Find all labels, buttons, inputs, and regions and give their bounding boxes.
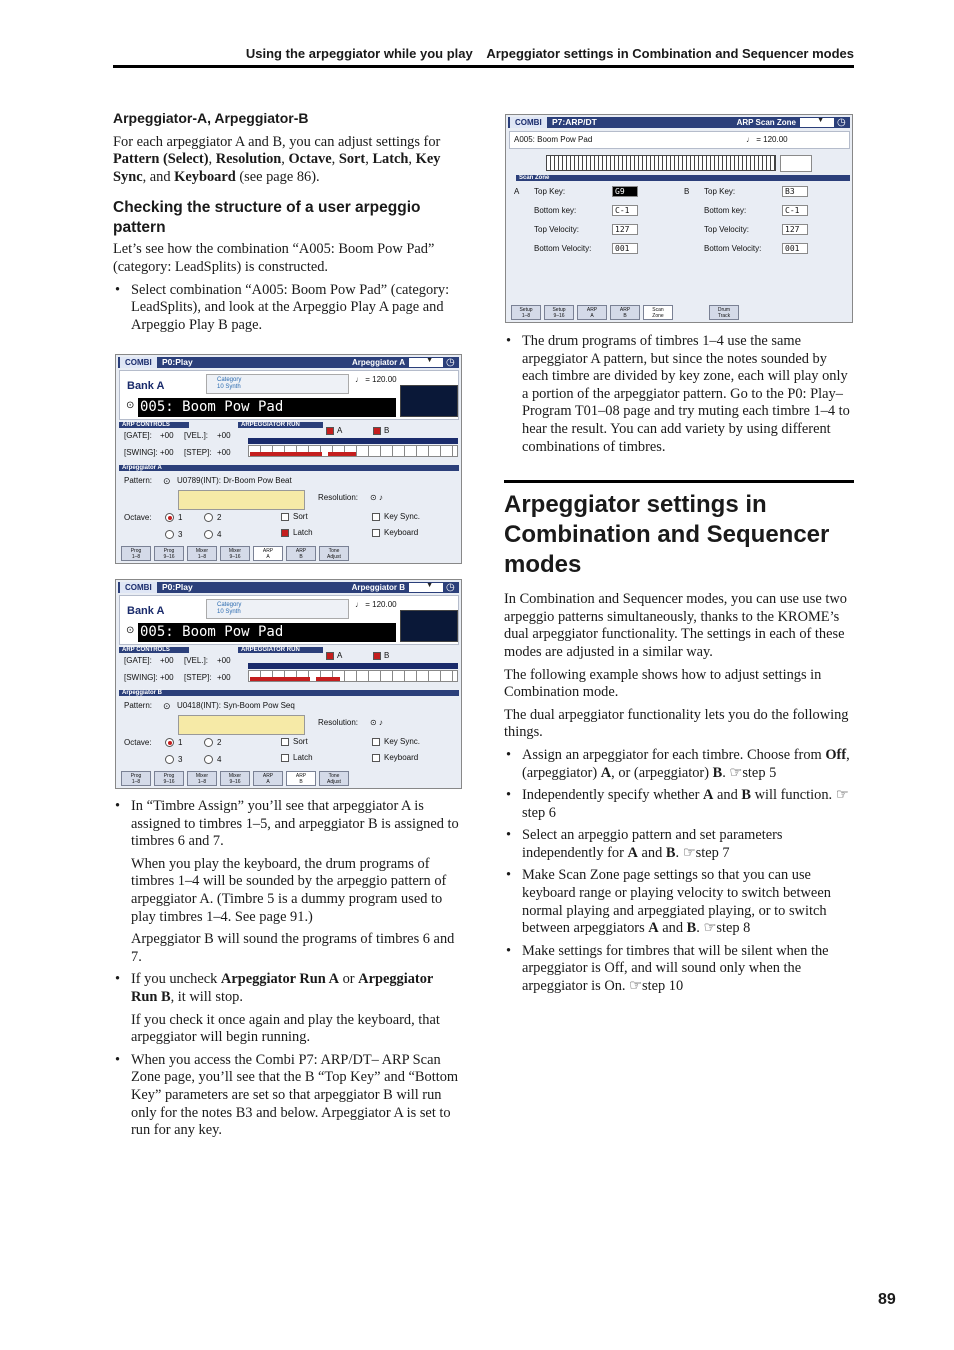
para-arp-settings: For each arpeggiator A and B, you can adjust settings for Pattern (Select), Resolution, Octave, Sort, Latch, Key Sync, and Keyboard (see page 86). xyxy=(113,133,441,185)
octave-4-radio[interactable] xyxy=(204,755,213,764)
tab-arp-a[interactable]: ARP A xyxy=(577,305,607,320)
b-bottom-velocity-field[interactable]: 001 xyxy=(782,243,808,254)
bullet-select-pattern: • Select an arpeggio pattern and set parameters independently for A and B. ☞step 7 xyxy=(504,827,854,862)
bullet-scan-zone-settings: • Make Scan Zone page settings so that you can use keyboard range or playing velocity to switch between normal playing and arpeggiated playing, or to switch between arpeggiators A and B. ☞step 8 xyxy=(504,867,854,937)
select-arrow-icon[interactable]: ⊙ xyxy=(126,400,135,411)
a-top-key-label: Top Key: xyxy=(534,187,566,196)
octave-1-label: 1 xyxy=(178,513,183,522)
meter-thumbnail xyxy=(400,385,458,417)
a-bottom-key-field[interactable]: C-1 xyxy=(612,205,638,216)
resolution-label: Resolution: xyxy=(318,718,359,727)
page-tabs xyxy=(118,771,459,787)
arp-run-a-label: A xyxy=(337,426,343,435)
octave-3-label: 3 xyxy=(178,530,183,539)
a-top-velocity-label: Top Velocity: xyxy=(534,225,579,234)
b-top-velocity-field[interactable]: 127 xyxy=(782,224,808,235)
page-name: ARP Scan Zone xyxy=(736,118,796,127)
arpeggiator-section-header: Arpeggiator A xyxy=(119,465,459,471)
swing-value[interactable]: +00 xyxy=(160,448,174,457)
title-bar xyxy=(118,357,459,368)
tab-prog-1-8[interactable]: Prog 1–8 xyxy=(121,546,151,561)
tempo-display[interactable]: ♩ = 120.00 xyxy=(355,375,397,384)
arp-run-b-label: B xyxy=(384,651,390,660)
bank-label: Bank A xyxy=(127,380,165,392)
pattern-select-icon[interactable]: ⊙ xyxy=(163,476,171,486)
tempo-display[interactable]: ♩ = 120.00 xyxy=(746,135,788,144)
zone-a-label: A xyxy=(514,187,520,196)
tab-setup-9-16[interactable]: Setup 9–16 xyxy=(544,305,574,320)
b-bottom-key-field[interactable]: C-1 xyxy=(782,205,808,216)
clock-icon: ◷ xyxy=(837,117,846,128)
para-check-again: If you check it once again and play the keyboard, that arpeggiator will begin running. xyxy=(131,1011,440,1046)
a-bottom-velocity-field[interactable]: 001 xyxy=(612,243,638,254)
category-value: 10 Synth xyxy=(217,384,241,390)
para-check: Let’s see how the combination “A005: Boom Pow Pad” (category: LeadSplits) is constructed. xyxy=(113,241,435,275)
step-label: [STEP]: xyxy=(184,448,212,457)
latch-checkbox[interactable] xyxy=(281,529,289,537)
sort-label: Sort xyxy=(293,737,308,746)
bullet-scan-zone: • When you access the Combi P7: ARP/DT– ARP Scan Zone page, you’ll see that the B “Top Key” and “Bottom Key” parameters are set so that arpeggiator B will run only for the notes B3 and below. Arpeggiator A is set to run for any key. xyxy=(113,1052,463,1140)
tab-mixer-9-16[interactable]: Mixer 9–16 xyxy=(220,546,250,561)
category-box[interactable] xyxy=(206,599,349,619)
octave-1-label: 1 xyxy=(178,738,183,747)
octave-1-radio[interactable] xyxy=(165,738,174,747)
arpeggiator-section-header: Arpeggiator B xyxy=(119,690,459,696)
key-sync-label: Key Sync. xyxy=(384,737,421,746)
para-dual-arp: In Combination and Sequencer modes, you can use use two arpeggio patterns simultaneously, thanks to the KROME’s dual arpeggiator functionality. The settings in each of these modes are adjusted in a similar way. xyxy=(504,591,847,660)
swing-value[interactable]: +00 xyxy=(160,673,174,682)
vel-label: [VEL.]: xyxy=(184,431,209,440)
bank-label: Bank A xyxy=(127,605,165,617)
page-name: Arpeggiator A xyxy=(351,358,405,367)
sort-checkbox[interactable] xyxy=(281,738,289,746)
pattern-label: Pattern: xyxy=(124,476,153,485)
resolution-note-icon[interactable]: ⊙ ♪ xyxy=(370,718,383,727)
bullet-timbre-assign: • In “Timbre Assign” you’ll see that arpeggiator A is assigned to timbres 1–5, and arpeggiator B is assigned to timbres 6 and 7. When you play the keyboard, the drum programs of timbres 1–4 will be sounded by the arpeggio pattern of arpeggiator A. (Timbre 5 is a dummy program used to play timbres 1–4. See page 91.) Arpeggiator B will sound the programs of timbres 6 and 7. xyxy=(113,798,463,966)
header-chapter: Arpeggiator settings in Combination and Sequencer modes xyxy=(486,46,854,61)
octave-label: Octave: xyxy=(124,738,152,747)
latch-checkbox[interactable] xyxy=(281,754,289,762)
pattern-value[interactable]: U0418(INT): Syn-Boom Pow Seq xyxy=(177,701,295,710)
para-arpeggiator-b: Arpeggiator B will sound the programs of timbres 6 and 7. xyxy=(131,931,455,965)
gate-label: [GATE]: xyxy=(124,656,152,665)
keyboard-checkbox[interactable] xyxy=(372,754,380,762)
page-label: P0:Play xyxy=(162,582,193,592)
zone-indicator xyxy=(780,155,812,172)
step-value[interactable]: +00 xyxy=(217,448,231,457)
tab-mixer-1-8[interactable]: Mixer 1–8 xyxy=(187,771,217,786)
octave-4-radio[interactable] xyxy=(204,530,213,539)
resolution-note-icon[interactable]: ⊙ ♪ xyxy=(370,493,383,502)
step-numbers xyxy=(248,663,458,669)
key-sync-checkbox[interactable] xyxy=(372,738,380,746)
page-number: 89 xyxy=(878,1291,896,1308)
octave-2-label: 2 xyxy=(217,513,222,522)
tab-prog-9-16[interactable]: Prog 9–16 xyxy=(154,771,184,786)
octave-label: Octave: xyxy=(124,513,152,522)
step-numbers xyxy=(248,438,458,444)
keyboard-graphic xyxy=(546,155,776,171)
screenshot-arpeggiator-b xyxy=(115,579,462,789)
category-value: 10 Synth xyxy=(217,609,241,615)
category-label: Category xyxy=(217,377,242,383)
clock-icon: ◷ xyxy=(446,357,455,368)
heading-checking-structure: Checking the structure of a user arpeggio pattern xyxy=(113,199,421,237)
tab-prog-9-16[interactable]: Prog 9–16 xyxy=(154,546,184,561)
right-column xyxy=(504,333,854,1001)
tab-scan-zone[interactable]: Scan Zone xyxy=(643,305,673,320)
running-header xyxy=(113,46,854,68)
octave-4-label: 4 xyxy=(217,530,222,539)
octave-3-radio[interactable] xyxy=(165,755,174,764)
program-panel xyxy=(119,370,459,420)
tempo-display[interactable]: ♩ = 120.00 xyxy=(355,600,397,609)
bullet-uncheck: • If you uncheck Arpeggiator Run A or Arpeggiator Run B, it will stop. If you check it once again and play the keyboard, that arpeggiator will begin running. xyxy=(113,971,463,1046)
zone-b-label: B xyxy=(684,187,690,196)
scan-zone-header: Scan Zone xyxy=(516,175,850,181)
arp-run-header: ARPEGGIATOR RUN xyxy=(238,647,323,653)
tab-arp-a[interactable]: ARP A xyxy=(253,546,283,561)
a-bottom-velocity-label: Bottom Velocity: xyxy=(534,244,592,253)
vel-label: [VEL.]: xyxy=(184,656,209,665)
pattern-preview xyxy=(178,490,305,510)
keyboard-label: Keyboard xyxy=(384,753,419,762)
latch-label: Latch xyxy=(293,528,313,537)
step-bar xyxy=(250,677,310,681)
select-arrow-icon[interactable]: ⊙ xyxy=(126,625,135,636)
pattern-select-icon[interactable]: ⊙ xyxy=(163,701,171,711)
title-bar xyxy=(508,117,850,128)
page-menu-dropdown[interactable] xyxy=(800,118,834,127)
clock-icon: ◷ xyxy=(446,582,455,593)
arp-run-header: ARPEGGIATOR RUN xyxy=(238,422,323,428)
category-label: Category xyxy=(217,602,242,608)
key-sync-label: Key Sync. xyxy=(384,512,421,521)
b-top-velocity-label: Top Velocity: xyxy=(704,225,749,234)
heading-arpeggiator-ab: Arpeggiator-A, Arpeggiator-B xyxy=(113,110,309,126)
step-bar xyxy=(250,452,322,456)
b-bottom-key-label: Bottom key: xyxy=(704,206,747,215)
program-panel xyxy=(119,595,459,645)
arp-run-a-checkbox[interactable] xyxy=(326,427,334,435)
bullet-silent-timbres: • Make settings for timbres that will be silent when the arpeggiator is Off, and will sound only when the arpeggiator is On. ☞step 10 xyxy=(504,943,854,996)
page-name: Arpeggiator B xyxy=(351,583,405,592)
tab-setup-1-8[interactable]: Setup 1–8 xyxy=(511,305,541,320)
para-when-you-play: When you play the keyboard, the drum programs of timbres 1–4 will be sounded by the arpeggio pattern of arpeggiator A. (Timbre 5 is a dummy program used to play timbres 1–4. See page 91.) xyxy=(131,855,447,925)
combi-name[interactable]: A005: Boom Pow Pad xyxy=(514,135,593,144)
mode-label: COMBI xyxy=(510,117,547,128)
page-label: P7:ARP/DT xyxy=(552,117,597,127)
title-bar xyxy=(118,582,459,593)
pattern-value[interactable]: U0789(INT): Dr-Boom Pow Beat xyxy=(177,476,292,485)
screenshot-arpeggiator-a xyxy=(115,354,462,564)
category-box[interactable] xyxy=(206,374,349,394)
header-section: Using the arpeggiator while you play xyxy=(245,46,473,61)
gate-label: [GATE]: xyxy=(124,431,152,440)
tab-arp-b[interactable]: ARP B xyxy=(286,771,316,786)
octave-3-radio[interactable] xyxy=(165,530,174,539)
page-menu-dropdown[interactable] xyxy=(409,583,443,592)
step-bar xyxy=(328,452,356,456)
resolution-label: Resolution: xyxy=(318,493,359,502)
keyboard-label: Keyboard xyxy=(384,528,419,537)
step-bar xyxy=(316,677,340,681)
bullet-assign: • Assign an arpeggiator for each timbre. Choose from Off, (arpeggiator) A, or (arpeggiator) B. ☞step 5 xyxy=(504,747,854,782)
combi-name-field[interactable]: 005: Boom Pow Pad xyxy=(138,623,396,642)
tab-mixer-1-8[interactable]: Mixer 1–8 xyxy=(187,546,217,561)
a-top-velocity-field[interactable]: 127 xyxy=(612,224,638,235)
b-top-key-field[interactable]: B3 xyxy=(782,186,808,197)
tab-tone-adjust[interactable]: Tone Adjust xyxy=(319,546,349,561)
tab-mixer-9-16[interactable]: Mixer 9–16 xyxy=(220,771,250,786)
meter-thumbnail xyxy=(400,610,458,642)
pattern-label: Pattern: xyxy=(124,701,153,710)
gate-value[interactable]: +00 xyxy=(160,656,174,665)
octave-2-radio[interactable] xyxy=(204,738,213,747)
octave-4-label: 4 xyxy=(217,755,222,764)
mode-label: COMBI xyxy=(120,357,157,368)
a-top-key-field[interactable]: G9 xyxy=(612,186,638,197)
step-label: [STEP]: xyxy=(184,673,212,682)
vel-value[interactable]: +00 xyxy=(217,656,231,665)
left-column-lower xyxy=(113,798,463,1145)
para-functionality: The dual arpeggiator functionality lets you do the following things. xyxy=(504,706,849,741)
mode-label: COMBI xyxy=(120,582,157,593)
left-column xyxy=(113,110,463,339)
page-tabs xyxy=(508,305,850,321)
arp-run-b-checkbox[interactable] xyxy=(373,427,381,435)
octave-1-radio[interactable] xyxy=(165,513,174,522)
arp-run-b-checkbox[interactable] xyxy=(373,652,381,660)
para-example: The following example shows how to adjust settings in Combination mode. xyxy=(504,666,822,701)
section-heading: Arpeggiator settings in Combination and Sequencer modes xyxy=(504,480,854,580)
combi-panel xyxy=(509,131,850,149)
arp-controls-header: ARP CONTROLS xyxy=(119,647,189,653)
arp-run-a-label: A xyxy=(337,651,343,660)
b-top-key-label: Top Key: xyxy=(704,187,736,196)
arp-run-b-label: B xyxy=(384,426,390,435)
vel-value[interactable]: +00 xyxy=(217,431,231,440)
gate-value[interactable]: +00 xyxy=(160,431,174,440)
a-bottom-key-label: Bottom key: xyxy=(534,206,577,215)
bullet-select-combi: • Select combination “A005: Boom Pow Pad” (category: LeadSplits), and look at the Arpeggio Play A page and Arpeggio Play B page. xyxy=(113,282,463,335)
tab-arp-b[interactable]: ARP B xyxy=(610,305,640,320)
key-sync-checkbox[interactable] xyxy=(372,513,380,521)
octave-2-label: 2 xyxy=(217,738,222,747)
sort-checkbox[interactable] xyxy=(281,513,289,521)
tab-arp-a[interactable]: ARP A xyxy=(253,771,283,786)
b-bottom-velocity-label: Bottom Velocity: xyxy=(704,244,762,253)
page-menu-dropdown[interactable] xyxy=(409,358,443,367)
combi-name-field[interactable]: 005: Boom Pow Pad xyxy=(138,398,396,417)
keyboard-checkbox[interactable] xyxy=(372,529,380,537)
swing-label: [SWING]: xyxy=(124,673,158,682)
tab-tone-adjust[interactable]: Tone Adjust xyxy=(319,771,349,786)
bullet-drum-programs: • The drum programs of timbres 1–4 use the same arpeggiator A pattern, but since the notes sounded by each timbre are divided by key zone, each will play only a portion of the arpeggiator pattern. Go to the P0: Play–Program T01–08 page and try muting each timbre 1–4 to hear the result. You can add variety by using different combinations of timbres. xyxy=(504,333,854,456)
tab-prog-1-8[interactable]: Prog 1–8 xyxy=(121,771,151,786)
arp-run-a-checkbox[interactable] xyxy=(326,652,334,660)
page-tabs xyxy=(118,546,459,562)
bullet-independently: • Independently specify whether A and B will function. ☞step 6 xyxy=(504,787,854,822)
octave-2-radio[interactable] xyxy=(204,513,213,522)
tab-drum-track[interactable]: Drum Track xyxy=(709,305,739,320)
screenshot-arp-scan-zone xyxy=(505,114,853,323)
tab-arp-b[interactable]: ARP B xyxy=(286,546,316,561)
page-label: P0:Play xyxy=(162,357,193,367)
octave-3-label: 3 xyxy=(178,755,183,764)
sort-label: Sort xyxy=(293,512,308,521)
latch-label: Latch xyxy=(293,753,313,762)
step-value[interactable]: +00 xyxy=(217,673,231,682)
arp-controls-header: ARP CONTROLS xyxy=(119,422,189,428)
pattern-preview xyxy=(178,715,305,735)
swing-label: [SWING]: xyxy=(124,448,158,457)
